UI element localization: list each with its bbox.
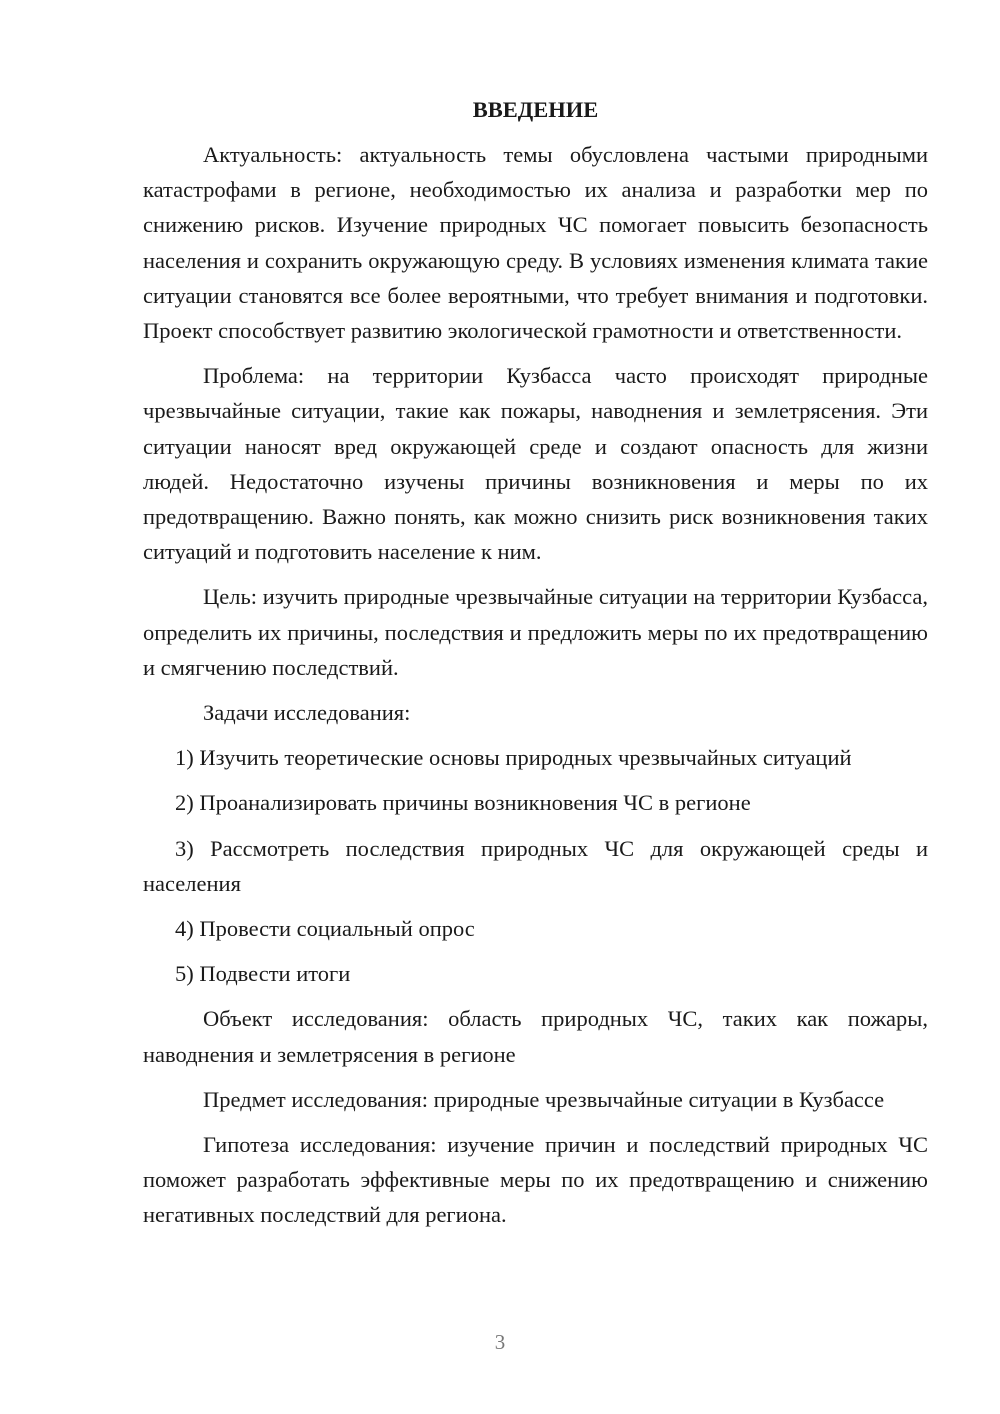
task-item-1: 1) Изучить теоретические основы природных чрезвычайных ситуаций <box>175 745 852 771</box>
paragraph-relevance: Актуальность: актуальность темы обусловлена частыми природными катастрофами в регионе, необходимостью их анализа и разработки мер по снижению рисков. Изучение природных ЧС помогает повысить безопасность населения и сохранить окружающую среду. В условиях изменения климата такие ситуации становятся все более вероятными, что требует внимания и подготовки. Проект способствует развитию экологической грамотности и ответственности. <box>143 142 928 344</box>
paragraph-object: Объект исследования: область природных ЧС, таких как пожары, наводнения и землетрясения в регионе <box>143 1006 928 1067</box>
paragraph-subject: Предмет исследования: природные чрезвычайные ситуации в Кузбассе <box>203 1086 885 1112</box>
task-item-4: 4) Провести социальный опрос <box>175 916 475 942</box>
task-item-3: 3) Рассмотреть последствия природных ЧС для окружающей среды и населения <box>143 835 928 896</box>
paragraph-hypothesis: Гипотеза исследования: изучение причин и последствий природных ЧС поможет разработать эффективные меры по их предотвращению и снижению негативных последствий для региона. <box>143 1132 928 1228</box>
paragraph-goal: Цель: изучить природные чрезвычайные ситуации на территории Кузбасса, определить их причины, последствия и предложить меры по их предотвращению и смягчению последствий. <box>143 584 928 680</box>
task-item-5: 5) Подвести итоги <box>175 961 351 987</box>
page-number: 3 <box>494 1330 506 1354</box>
paragraph-problem: Проблема: на территории Кузбасса часто происходят природные чрезвычайные ситуации, такие как пожары, наводнения и землетрясения. Эти ситуации наносят вред окружающей среде и создают опасность для жизни людей. Недостаточно изучены причины возникновения и меры по их предотвращению. Важно понять, как можно снизить риск возникновения таких ситуаций и подготовить население к ним. <box>143 363 928 565</box>
section-title: ВВЕДЕНИЕ <box>472 97 599 122</box>
document-page <box>143 92 928 1243</box>
paragraph-tasks-heading: Задачи исследования: <box>203 700 411 726</box>
task-item-2: 2) Проанализировать причины возникновения ЧС в регионе <box>175 790 751 816</box>
